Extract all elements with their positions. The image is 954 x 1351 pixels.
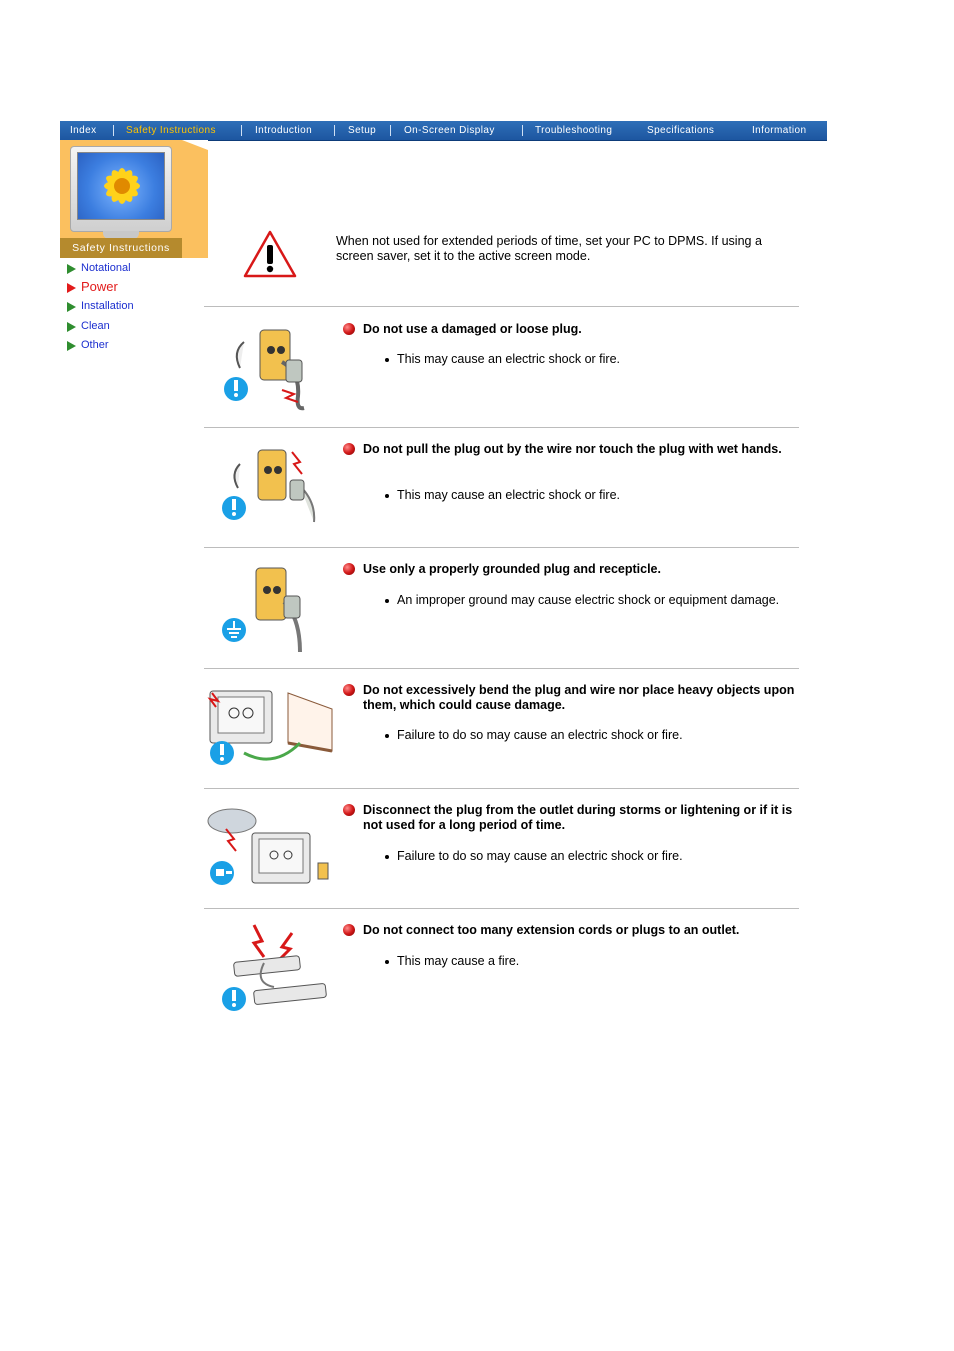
nav-item-information[interactable]: Information <box>752 125 807 136</box>
bent-wire-illustration <box>204 683 338 783</box>
instruction-bullet: Failure to do so may cause an electric shock or fire. <box>397 849 795 864</box>
nav-item-on-screen-display[interactable]: On-Screen Display <box>404 125 495 136</box>
red-ball-bullet-icon <box>343 563 355 575</box>
instruction-bullet: Failure to do so may cause an electric shock or fire. <box>397 728 795 743</box>
monitor-image <box>70 146 172 232</box>
instruction-heading: Do not use a damaged or loose plug. <box>363 322 582 336</box>
instruction-heading: Do not pull the plug out by the wire nor touch the plug with wet hands. <box>363 442 782 456</box>
section-banner <box>60 140 208 258</box>
triangle-right-icon <box>67 322 76 332</box>
divider <box>204 668 799 669</box>
red-ball-bullet-icon <box>343 804 355 816</box>
nav-separator <box>390 125 391 136</box>
grounded-plug-illustration <box>204 562 338 662</box>
divider <box>204 788 799 789</box>
instruction-bullet: This may cause an electric shock or fire. <box>397 488 795 503</box>
instruction-bullet: An improper ground may cause electric shock or equipment damage. <box>397 593 795 608</box>
sidebar-item-label[interactable]: Installation <box>81 300 134 312</box>
red-ball-bullet-icon <box>343 323 355 335</box>
nav-separator <box>334 125 335 136</box>
sidebar-item-label[interactable]: Notational <box>81 262 131 274</box>
sidebar-item-label[interactable]: Clean <box>81 320 110 332</box>
triangle-right-icon <box>67 341 76 351</box>
nav-item-specifications[interactable]: Specifications <box>647 125 715 136</box>
divider <box>204 547 799 548</box>
instruction-bullet: This may cause a fire. <box>397 954 795 969</box>
nav-separator <box>241 125 242 136</box>
nav-item-setup[interactable]: Setup <box>348 125 377 136</box>
damaged-plug-illustration <box>204 322 338 422</box>
top-navigation <box>60 121 827 141</box>
intro-text: When not used for extended periods of time, set your PC to DPMS. If using a screen saver, set it to the active screen mode. <box>336 234 762 263</box>
nav-separator <box>522 125 523 136</box>
sunflower-icon <box>78 153 164 219</box>
storm-unplug-illustration <box>204 803 338 903</box>
sunflower-screen <box>77 152 165 220</box>
divider <box>204 908 799 909</box>
divider <box>204 427 799 428</box>
wet-hands-plug-illustration <box>204 442 338 542</box>
instruction-heading: Disconnect the plug from the outlet during storms or lightening or if it is not used for a long period of time. <box>363 803 793 832</box>
banner-label: Safety Instructions <box>60 238 182 258</box>
sidebar-item-label[interactable]: Power <box>81 279 118 294</box>
banner-corner <box>182 140 208 150</box>
triangle-right-icon <box>67 283 76 293</box>
red-ball-bullet-icon <box>343 924 355 936</box>
nav-item-safety-instructions[interactable]: Safety Instructions <box>126 125 216 136</box>
divider <box>204 306 799 307</box>
instruction-heading: Do not excessively bend the plug and wire nor place heavy objects upon them, which could cause damage. <box>363 683 795 712</box>
nav-item-troubleshooting[interactable]: Troubleshooting <box>535 125 613 136</box>
sidebar-item-label[interactable]: Other <box>81 339 109 351</box>
nav-item-introduction[interactable]: Introduction <box>255 125 313 136</box>
instruction-heading: Use only a properly grounded plug and recepticle. <box>363 562 661 576</box>
triangle-right-icon <box>67 302 76 312</box>
nav-separator <box>113 125 114 136</box>
instruction-heading: Do not connect too many extension cords or plugs to an outlet. <box>363 923 740 937</box>
warning-triangle-icon <box>242 229 298 284</box>
red-ball-bullet-icon <box>343 443 355 455</box>
nav-item-index[interactable]: Index <box>70 125 97 136</box>
red-ball-bullet-icon <box>343 684 355 696</box>
triangle-right-icon <box>67 264 76 274</box>
instruction-bullet: This may cause an electric shock or fire. <box>397 352 795 367</box>
overloaded-outlet-illustration <box>204 923 338 1023</box>
